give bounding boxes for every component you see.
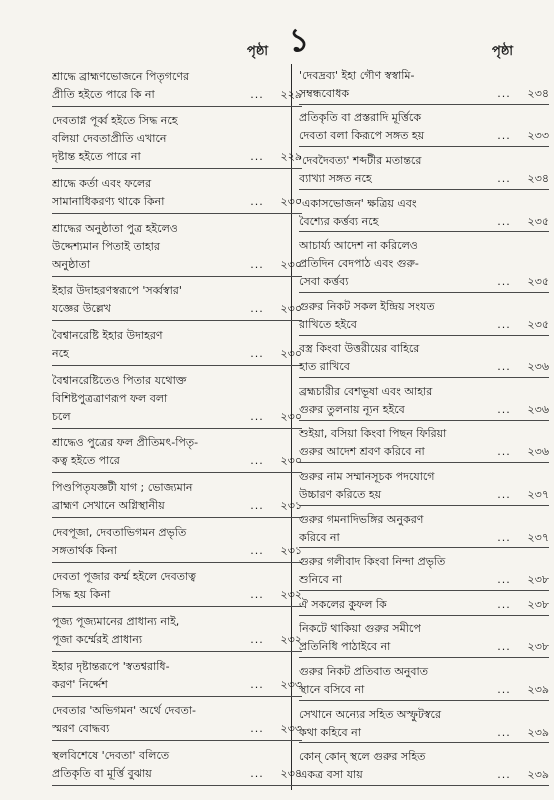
entry-line [52, 479, 302, 497]
entry-line [299, 383, 549, 401]
index-entry [52, 214, 302, 277]
entry-line [52, 586, 302, 604]
entry-line [299, 127, 549, 145]
entry-line [52, 372, 302, 390]
entry-text: গুরুর নাম সম্মানসূচক পদযোগে [299, 470, 435, 484]
entry-line [52, 130, 302, 148]
entry-line [52, 434, 302, 452]
index-entry [52, 429, 302, 474]
entry-text: সামানাধিকরণ্য থাকে কিনা [52, 195, 165, 209]
leader-dots: ... [497, 214, 511, 228]
entry-text: বস্ত্র কিংবা উত্তরীয়ের বাহিরে [299, 342, 420, 356]
entry-line [299, 109, 549, 127]
entry-text: ইহার দৃষ্টান্তরূপে 'স্বতশ্বরাধি- [52, 659, 170, 673]
entry-line [299, 237, 549, 255]
entry-text: শ্রাদ্ধের অনুষ্ঠাতা পুত্র হইলেও [52, 221, 178, 235]
index-entry [52, 169, 302, 214]
entry-line [52, 148, 302, 166]
entry-page-number: ২৩৯ [527, 768, 549, 782]
entry-text: আচার্য্য আদেশ না করিলেও [299, 239, 418, 253]
entry-line [299, 195, 549, 213]
leader-dots: ... [497, 402, 511, 416]
entry-text: রাখিতে হইবে [299, 317, 357, 331]
entry-page-number: ২৩০ [280, 347, 302, 361]
entry-line [299, 724, 549, 742]
index-entry [52, 366, 302, 429]
entry-page-number: ২৩০ [280, 257, 302, 271]
entry-line [52, 193, 302, 211]
leader-dots: ... [497, 768, 511, 782]
entry-line [299, 358, 549, 376]
entry-line [52, 390, 302, 408]
entry-line [52, 327, 302, 345]
entry-page-number: ২৩০ [280, 195, 302, 209]
entry-text: বলিয়া দেবতাপ্রীতি এখানে [52, 132, 167, 146]
entry-line [299, 401, 549, 419]
entry-text: বৈশ্বানরেষ্টি ইহার উদাহরণ [52, 329, 163, 343]
entry-text: শ্রাদ্ধেও পুত্রের ফল প্রীতিমৎ-পিতৃ- [52, 436, 199, 450]
entry-text: করণ' নির্দ্দেশ [52, 677, 108, 691]
entry-line [299, 766, 549, 784]
index-entry [299, 147, 549, 190]
entry-text: নিকটে থাকিয়া গুরুর সমীপে [299, 622, 421, 636]
leader-dots: ... [497, 171, 511, 185]
leader-dots: ... [497, 129, 511, 143]
entry-page-number: ২৩৩ [527, 129, 549, 143]
entry-page-number: ২৩৬ [527, 402, 549, 416]
entry-page-number: ২৩৮ [527, 573, 549, 587]
index-entry [299, 232, 549, 293]
entry-text: উচ্চারণ করিতে হয় [299, 488, 382, 502]
entry-line [52, 702, 302, 720]
entry-page-number: ২৩৩ [280, 677, 302, 691]
leader-dots: ... [250, 347, 264, 361]
entry-line [52, 345, 302, 363]
entry-page-number: ২৩৭ [527, 488, 549, 502]
entry-text: প্রীতি হইতে পারে কি না [52, 87, 155, 101]
leader-dots: ... [497, 573, 511, 587]
index-entry [299, 616, 549, 659]
leader-dots: ... [250, 499, 264, 513]
entry-line [299, 213, 549, 231]
entry-text: দেবতা বলা কিরূপে সঙ্গত হয় [299, 129, 425, 143]
entry-line [52, 720, 302, 738]
index-entry [299, 336, 549, 379]
leader-dots: ... [497, 640, 511, 654]
leader-dots: ... [250, 257, 264, 271]
entry-text: গুরুর গমনাদিভঙ্গির অনুকরণ [299, 512, 424, 526]
entry-line [52, 256, 302, 274]
entry-text: শুইয়া, বসিয়া কিংবা পিছন ফিরিয়া [299, 427, 447, 441]
index-entry [52, 107, 302, 170]
entry-line [52, 220, 302, 238]
leader-dots: ... [497, 445, 511, 459]
entry-text: সম্বন্ধবোধক [299, 86, 350, 100]
index-entry [299, 743, 549, 786]
entry-text: গুরুর আদেশ শ্রবণ করিবে না [299, 445, 425, 459]
entry-line [52, 238, 302, 256]
entry-page-number: ২৩৫ [527, 214, 549, 228]
entry-line [299, 596, 549, 614]
leader-dots: ... [250, 150, 264, 164]
leader-dots: ... [250, 588, 264, 602]
entry-page-number: ২৩২ [280, 588, 302, 602]
entry-text: নহে [52, 347, 69, 361]
entry-line [52, 300, 302, 318]
entry-line [52, 524, 302, 542]
index-entry [299, 658, 549, 701]
page-number: ১ [288, 21, 310, 59]
index-entry [52, 62, 302, 107]
leader-dots: ... [250, 302, 264, 316]
leader-dots: ... [250, 409, 264, 423]
entry-page-number: ২৩৫ [527, 317, 549, 331]
entry-page-number: ২৩১ [280, 499, 302, 513]
entry-text: সঙ্গতার্থক কিনা [52, 543, 117, 557]
entry-text: বৈশ্যের কর্ত্তব্য নহে [299, 214, 379, 228]
index-entry [299, 591, 549, 616]
entry-line [52, 68, 302, 86]
entry-line [299, 273, 549, 291]
entry-page-number: ২৩৮ [527, 597, 549, 611]
entry-line [52, 86, 302, 104]
leader-dots: ... [497, 317, 511, 331]
entry-text: ব্যাখ্যা সঙ্গত নহে [299, 171, 372, 185]
entry-text: পিণ্ডপিতৃযজ্ঞটী যাগ ; ভোজ্যমান [52, 481, 193, 495]
entry-line [299, 681, 549, 699]
entry-line [52, 568, 302, 586]
entry-text: একত্র বসা যায় [299, 768, 363, 782]
entry-page-number: ২৩৪ [527, 171, 549, 185]
entry-line [52, 658, 302, 676]
entry-text: 'একাসভোজন' ক্ষত্রিয় এবং [299, 196, 417, 210]
index-entry [52, 563, 302, 608]
entry-text: 'দেবদ্রব্য' ইহা গৌণ স্বস্বামি- [299, 68, 415, 82]
entry-text: প্রতিদিন বেদপাঠ এবং গুরু- [299, 257, 419, 271]
entry-text: বিশিষ্টপুত্রত্রাণরূপ ফল বলা [52, 391, 168, 405]
entry-line [299, 706, 549, 724]
index-entry [52, 741, 302, 786]
entry-text: শ্রাদ্ধে কর্তা এবং ফলের [52, 177, 152, 191]
entry-page-number: ২৩৩ [280, 722, 302, 736]
entry-line [299, 663, 549, 681]
entry-text: ইহার উদাহরণস্বরূপে 'সর্ব্বস্বার' [52, 284, 182, 298]
index-entry [299, 190, 549, 233]
entry-line [299, 486, 549, 504]
entry-line [299, 638, 549, 656]
entry-text: সেবা কর্ত্তব্য [299, 275, 349, 289]
entry-page-number: ২২৯ [280, 150, 302, 164]
entry-text: দেবতার 'অভিগমন' অর্থে দেবতা- [52, 704, 196, 718]
entry-text: প্রতিকৃতি বা মূর্ত্তি বুঝায় [52, 767, 152, 781]
index-entry [52, 277, 302, 322]
leader-dots: ... [250, 543, 264, 557]
entry-line [52, 175, 302, 193]
entry-text: বৈশ্বানরেষ্টিতেও পিতার যথোক্ত [52, 373, 187, 387]
entry-line [299, 340, 549, 358]
entry-text: শ্রাদ্ধে ব্রাহ্মণভোজনে পিতৃগণের [52, 69, 190, 83]
entry-page-number: ২৩২ [280, 633, 302, 647]
index-entry [299, 105, 549, 148]
index-entry [299, 62, 549, 105]
entry-page-number: ২৩৪ [527, 86, 549, 100]
entry-line [299, 255, 549, 273]
entry-text: ব্রাহ্মণ সেখানে অগ্নিস্থানীয় [52, 499, 165, 513]
entry-line [299, 511, 549, 529]
entry-text: গুরুর নিকট সকল ইন্দ্রিয় সংযত [299, 299, 435, 313]
entry-page-number: ২৩৪ [280, 767, 302, 781]
page-header [0, 21, 554, 64]
entry-text: গুরুর গলীবাদ কিংবা নিন্দা প্রভৃতি [299, 555, 446, 569]
entry-page-number: ২৩০ [280, 454, 302, 468]
entry-page-number: ২৩১ [280, 543, 302, 557]
entry-line [299, 85, 549, 103]
entry-text: দেবতাগ্ন পূর্ব্ব হইতে সিদ্ধ নহে [52, 114, 178, 128]
entry-text: ঐ সকলের কুফল কি [299, 597, 387, 611]
index-entry [52, 473, 302, 518]
index-entry [52, 607, 302, 652]
index-entry [299, 463, 549, 506]
index-entry [299, 701, 549, 744]
entry-page-number: ২৩৫ [527, 275, 549, 289]
entry-line [299, 620, 549, 638]
entry-text: সেখানে অন্যের সহিত অস্ফুটস্বরে [299, 707, 441, 721]
entry-page-number: ২৩৯ [527, 683, 549, 697]
entry-line [52, 112, 302, 130]
entry-text: ব্রহ্মচারীর বেশভূষা এবং আহার [299, 384, 433, 398]
entry-line [299, 571, 549, 589]
entry-text: অনুষ্ঠাতা [52, 257, 90, 271]
index-entry [52, 697, 302, 742]
index-entry [52, 321, 302, 366]
entry-line [299, 298, 549, 316]
leader-dots: ... [497, 275, 511, 289]
leader-dots: ... [497, 488, 511, 502]
entry-page-number: ২৩৯ [527, 725, 549, 739]
right-page-column-label: পৃষ্ঠা [492, 44, 514, 59]
leader-dots: ... [497, 530, 511, 544]
entry-page-number: ২৩৬ [527, 445, 549, 459]
entry-text: স্মরণ বোদ্ধব্য [52, 722, 110, 736]
entry-page-number: ২৩৭ [527, 530, 549, 544]
entry-line [52, 497, 302, 515]
leader-dots: ... [250, 677, 264, 691]
leader-dots: ... [250, 767, 264, 781]
entry-line [52, 765, 302, 783]
entry-page-number: ২৩০ [280, 302, 302, 316]
entry-line [299, 67, 549, 85]
entry-text: কথা কহিবে না [299, 725, 361, 739]
entry-text: গুরুর নিকট প্রতিবাত অনুবাত [299, 665, 428, 679]
entry-text: হাত রাখিবে [299, 360, 350, 374]
leader-dots: ... [497, 683, 511, 697]
entry-line [299, 170, 549, 188]
entry-text: স্থলবিশেষে 'দেবতা' বলিতে [52, 749, 170, 763]
entry-line [299, 152, 549, 170]
entry-text: দেবতা পূজার কর্ম্ম হইলে দেবতাত্ব [52, 570, 196, 584]
leader-dots: ... [250, 195, 264, 209]
index-entry [299, 293, 549, 336]
entry-text: গুরুর তুলনায় ন্যূন হইবে [299, 402, 405, 416]
entry-line [299, 529, 549, 547]
entry-text: কোন্ কোন্ স্থলে গুরুর সহিত [299, 750, 426, 764]
entry-text: শুনিবে না [299, 573, 342, 587]
entry-line [52, 676, 302, 694]
entry-text: দেবপূজা, দেবতাভিগমন প্রভৃতি [52, 525, 187, 539]
leader-dots: ... [497, 725, 511, 739]
entry-line [52, 408, 302, 426]
entry-line [299, 748, 549, 766]
entry-text: কত্ব হইতে পারে [52, 454, 120, 468]
leader-dots: ... [250, 722, 264, 736]
entry-line [52, 631, 302, 649]
entry-line [299, 316, 549, 334]
leader-dots: ... [250, 454, 264, 468]
entry-page-number: ২৩০ [280, 409, 302, 423]
leader-dots: ... [497, 360, 511, 374]
entry-page-number: ২৩৮ [527, 640, 549, 654]
entry-text: 'দেবদৈবত্য' শব্দটীর মতান্তরে [299, 153, 422, 167]
entry-line [52, 542, 302, 560]
leader-dots: ... [250, 87, 264, 101]
entry-line [299, 443, 549, 461]
entry-text: প্রতিনিধি পাঠাইবে না [299, 640, 391, 654]
leader-dots: ... [497, 597, 511, 611]
index-entry [299, 421, 549, 464]
entry-line [52, 747, 302, 765]
entry-line [299, 553, 549, 571]
index-entry [299, 506, 549, 549]
entry-line [52, 452, 302, 470]
left-page-column-label: পৃষ্ঠা [247, 44, 269, 59]
entry-text: পূজ্য পূজ্যমানের প্রাধান্য নাই, [52, 615, 180, 629]
leader-dots: ... [497, 86, 511, 100]
entry-text: চলে [52, 409, 71, 423]
index-entry [52, 518, 302, 563]
entry-text: দৃষ্টান্ত হইতে পারে না [52, 150, 141, 164]
index-entry [52, 652, 302, 697]
entry-page-number: ২৩৬ [527, 360, 549, 374]
entry-text: সিদ্ধ হয় কিনা [52, 588, 111, 602]
entry-line [299, 468, 549, 486]
entry-line [52, 282, 302, 300]
index-entry [299, 378, 549, 421]
entry-text: প্রতিকৃতি বা প্রস্তরাদি মূর্ত্তিকে [299, 111, 422, 125]
entry-text: যজ্ঞের উল্লেখ [52, 302, 111, 316]
entry-text: স্থানে বসিবে না [299, 683, 365, 697]
entry-page-number: ২২৯ [280, 87, 302, 101]
index-entry [299, 548, 549, 591]
entry-text: উদ্দেশ্যমান পিতাই তাহার [52, 239, 160, 253]
entry-text: করিবে না [299, 530, 340, 544]
entry-text: পূজা কর্ম্মেরই প্রাধান্য [52, 633, 143, 647]
leader-dots: ... [250, 633, 264, 647]
entry-line [52, 613, 302, 631]
entry-line [299, 425, 549, 443]
